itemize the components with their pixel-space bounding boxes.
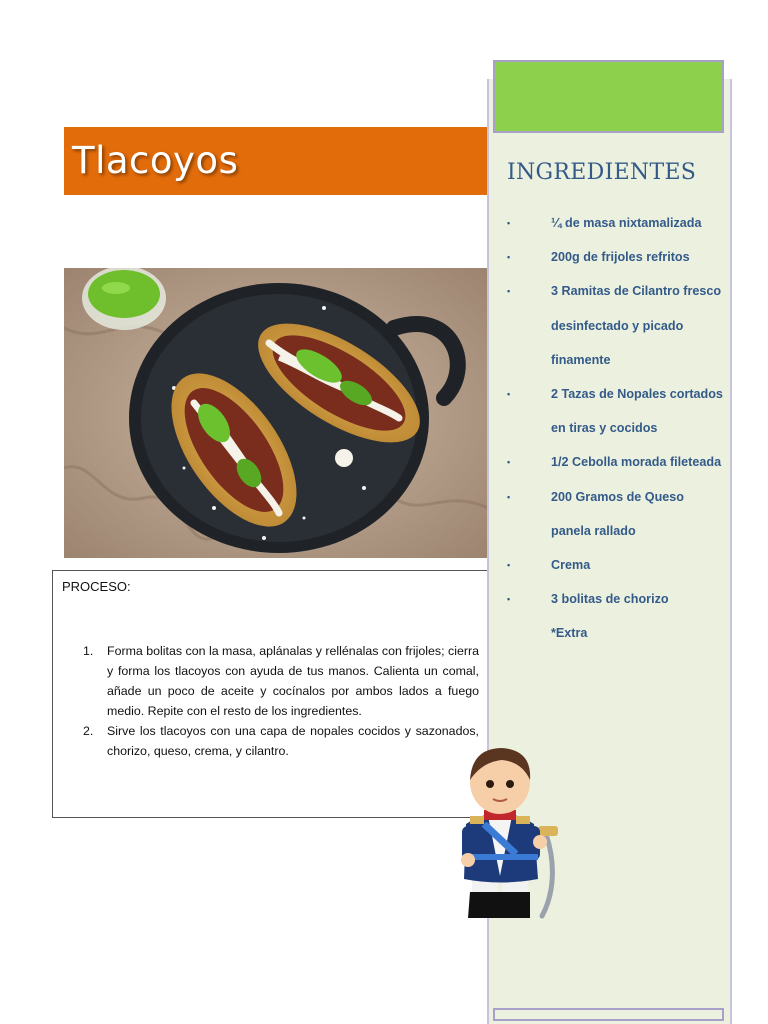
ingredients-heading: INGREDIENTES <box>507 160 697 185</box>
tlacoyos-photo <box>64 268 488 558</box>
ingredient-extra-text: *Extra <box>551 626 588 641</box>
ingredient-item <box>505 274 725 377</box>
bullet-icon: • <box>507 594 511 605</box>
step-text: Sirve los tlacoyos con una capa de nopales cocidos y sazonados, chorizo, queso, crema, y cilantro. <box>107 724 479 758</box>
ingredient-text: ¼ de masa nixtamalizada <box>551 216 702 230</box>
ingredient-item <box>505 240 725 274</box>
bullet-icon: • <box>507 389 511 400</box>
ingredient-text: Crema <box>551 558 591 573</box>
ingredient-text: 200 Gramos de Queso panela rallado <box>551 489 684 538</box>
ingredient-item <box>505 480 725 548</box>
ingredient-extra <box>505 616 725 650</box>
ingredient-text: 3 Ramitas de Cilantro fresco desinfectado y picado finamente <box>551 284 722 367</box>
ingredient-text: 2 Tazas de Nopales cortados en tiras y cocidos <box>551 387 723 436</box>
bullet-icon: • <box>507 218 511 228</box>
step-number: 2. <box>83 724 94 738</box>
ingredient-item <box>505 582 725 616</box>
green-header-box <box>493 60 724 133</box>
bullet-icon: • <box>507 252 511 263</box>
proceso-box <box>52 570 488 818</box>
bullet-icon: • <box>507 286 511 297</box>
bullet-icon: • <box>507 560 511 571</box>
bullet-icon: • <box>507 457 511 468</box>
ingredient-item <box>505 445 725 479</box>
soldier-character-icon <box>460 744 570 922</box>
ingredient-text: 200g de frijoles refritos <box>551 250 690 265</box>
proceso-heading: PROCESO: <box>62 579 131 594</box>
ingredient-item <box>505 377 725 445</box>
step-number: 1. <box>83 644 94 658</box>
ingredient-item <box>505 548 725 582</box>
ingredient-item <box>505 206 725 240</box>
ingredient-text: 1/2 Cebolla morada fileteada <box>551 455 722 470</box>
steps-list <box>83 641 479 761</box>
step-item <box>83 721 479 761</box>
step-item <box>83 641 479 721</box>
ingredient-text: 3 bolitas de chorizo <box>551 592 669 607</box>
bullet-icon: • <box>507 491 511 502</box>
ingredients-list <box>505 206 725 651</box>
page-title: Tlacoyos <box>72 139 239 182</box>
sidebar-bottom-bar <box>493 1008 724 1021</box>
step-text: Forma bolitas con la masa, aplánalas y rellénalas con frijoles; cierra y forma los tlacoyos con ayuda de tus manos. Calienta un comal, añade un poco de aceite y cocínalos por ambos lados a fuego medio. Repite con el resto de los ingredientes. <box>107 644 479 718</box>
